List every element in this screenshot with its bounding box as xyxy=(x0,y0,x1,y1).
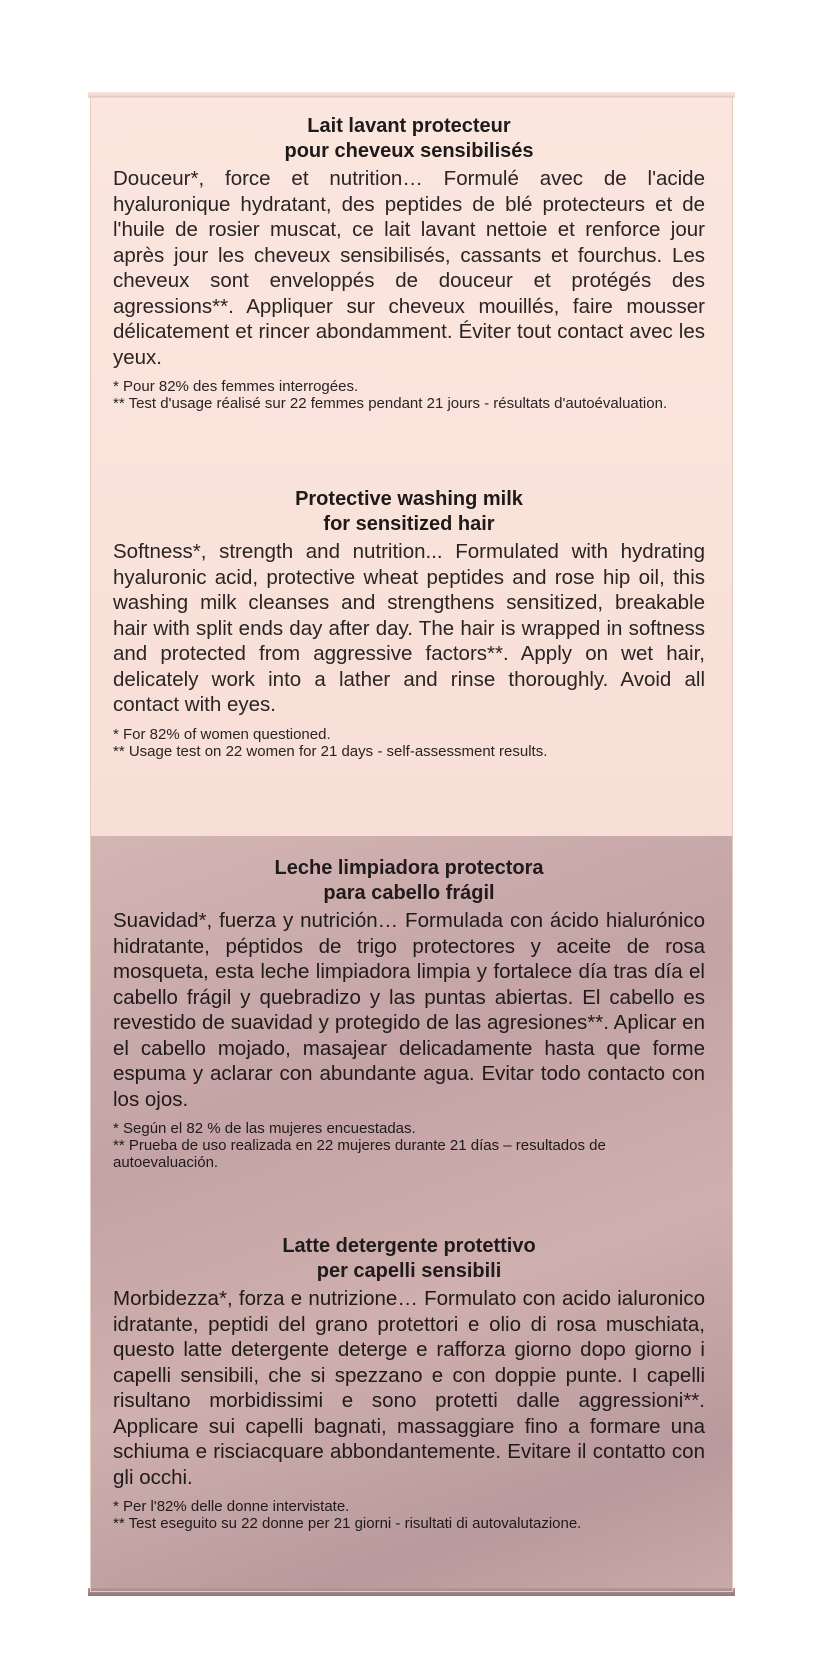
footnote: * Per l'82% delle donne intervistate. xyxy=(113,1498,350,1515)
section-body: Softness*, strength and nutrition... Formulated with hydrating hyaluronic acid, protective wheat peptides and rose hip oil, this washing milk cleanses and strengthens sensitized, breakable hair with split ends day after day. The hair is wrapped in softness and protected from aggressive factors**. Apply on wet hair, delicately work into a lather and rinse thoroughly. Avoid all contact with eyes. xyxy=(113,540,705,716)
section-body: Morbidezza*, forza e nutrizione… Formulato con acido ialuronico idratante, peptidi del grano protettori e olio di rosa muschiata, questo latte detergente deterge e rafforza giorno dopo giorno i capelli sensibili, che si spezzano e con doppie punte. I capelli risultano morbidissimi e sono protetti dalle aggressioni**. Applicare sui capelli bagnati, massaggiare fino a formare una schiuma e risciacquare abbondantemente. Evitare il contatto con gli occhi. xyxy=(113,1287,705,1489)
title-line: Protective washing milk xyxy=(295,488,523,510)
section-french xyxy=(113,114,705,412)
footnote: * Según el 82 % de las mujeres encuestadas. xyxy=(113,1120,416,1137)
title-line: pour cheveux sensibilisés xyxy=(284,140,534,162)
title-line: Leche limpiadora protectora xyxy=(274,857,544,879)
section-body: Suavidad*, fuerza y nutrición… Formulada con ácido hialurónico hidratante, péptidos de trigo protectores y aceite de rosa mosqueta, esta leche limpiadora limpia y fortalece día tras día el cabello frágil y quebradizo y las puntas abiertas. El cabello es revestido de suavidad y protegido de las agresiones**. Aplicar en el cabello mojado, masajear delicadamente hasta que forme espuma y aclarar con abundante agua. Evitar todo contacto con los ojos. xyxy=(113,909,705,1111)
section-title xyxy=(113,1234,705,1284)
footnote: ** Test d'usage réalisé sur 22 femmes pendant 21 jours - résultats d'autoévaluation. xyxy=(113,395,668,412)
title-line: for sensitized hair xyxy=(323,513,495,535)
footnote: ** Prueba de uso realizada en 22 mujeres durante 21 días – resultados de autoevaluación. xyxy=(113,1137,606,1171)
footnote: * For 82% of women questioned. xyxy=(113,725,331,743)
section-english xyxy=(113,487,705,760)
section-title xyxy=(113,487,705,537)
title-line: Latte detergente protettivo xyxy=(282,1235,536,1257)
section-title xyxy=(113,114,705,164)
section-italian xyxy=(113,1234,705,1532)
footnote: ** Usage test on 22 women for 21 days - self-assessment results. xyxy=(113,742,548,760)
footnote: ** Test eseguito su 22 donne per 21 giorni - risultati di autovalutazione. xyxy=(113,1515,582,1532)
section-title xyxy=(113,856,705,906)
title-line: para cabello frágil xyxy=(323,882,495,904)
title-line: per capelli sensibili xyxy=(316,1260,502,1282)
title-line: Lait lavant protecteur xyxy=(307,115,511,137)
section-spanish xyxy=(113,856,705,1171)
footnote: * Pour 82% des femmes interrogées. xyxy=(113,378,359,395)
section-body: Douceur*, force et nutrition… Formulé avec de l'acide hyaluronique hydratant, des peptides de blé protecteurs et de l'huile de rosier muscat, ce lait lavant nettoie et renforce jour après jour les cheveux sensibilisés, cassants et fourchus. Les cheveux sont enveloppés de douceur et protégés des agressions**. Appliquer sur cheveux mouillés, faire mousser délicatement et rincer abondamment. Éviter tout contact avec les yeux. xyxy=(113,167,705,369)
